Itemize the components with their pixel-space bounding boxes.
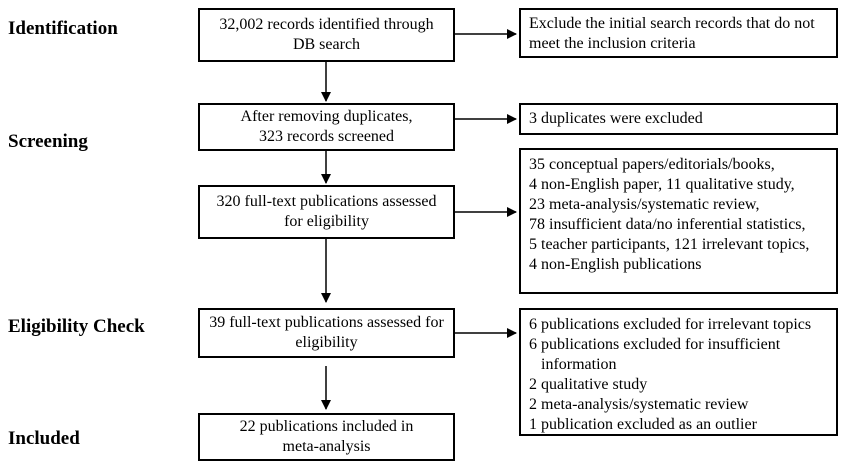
flow-box-eligibility-line1: 39 full-text publications assessed for [209,314,444,331]
stage-label-eligibility: Eligibility Check [8,316,145,337]
stage-label-included: Included [8,428,80,449]
exclusion-eligibility-item: 2 meta-analysis/systematic review [529,396,749,413]
flow-box-identified-line1: 32,002 records identified through [219,16,434,33]
exclusion-fulltext-item: 4 non-English paper, 11 qualitative study, [529,176,795,193]
flow-box-screened-line1: After removing duplicates, [240,108,413,125]
exclusion-fulltext-item: 4 non-English publications [529,256,702,273]
exclusion-fulltext-item: 5 teacher participants, 121 irrelevant topics, [529,236,810,253]
exclusion-eligibility-item: 1 publication excluded as an outlier [529,416,757,433]
stage-label-identification: Identification [8,18,118,39]
exclusion-initial-line1: Exclude the initial search records that do not [529,15,815,32]
stage-label-screening: Screening [8,131,88,152]
exclusion-fulltext-item: 35 conceptual papers/editorials/books, [529,156,775,173]
exclusion-eligibility-item: 2 qualitative study [529,376,648,393]
flow-box-included-line2: meta-analysis [282,438,371,455]
flow-box-fulltext-line2: for eligibility [284,213,369,230]
flow-box-eligibility-line2: eligibility [295,334,358,351]
flow-box-fulltext-line1: 320 full-text publications assessed [216,193,437,210]
exclusion-fulltext-item: 23 meta-analysis/systematic review, [529,196,760,213]
exclusion-initial-line2: meet the inclusion criteria [529,35,696,52]
exclusion-duplicates-line1: 3 duplicates were excluded [529,110,703,127]
exclusion-eligibility-item: 6 publications excluded for irrelevant topics [529,316,812,333]
exclusion-fulltext-item: 78 insufficient data/no inferential statistics, [529,216,806,233]
flow-box-included-line1: 22 publications included in [239,418,414,435]
exclusion-eligibility-item: 6 publications excluded for insufficient [529,336,781,353]
flow-box-identified-line2: DB search [292,36,361,53]
exclusion-eligibility-item: information [541,356,617,373]
flow-box-screened-line2: 323 records screened [258,128,395,145]
